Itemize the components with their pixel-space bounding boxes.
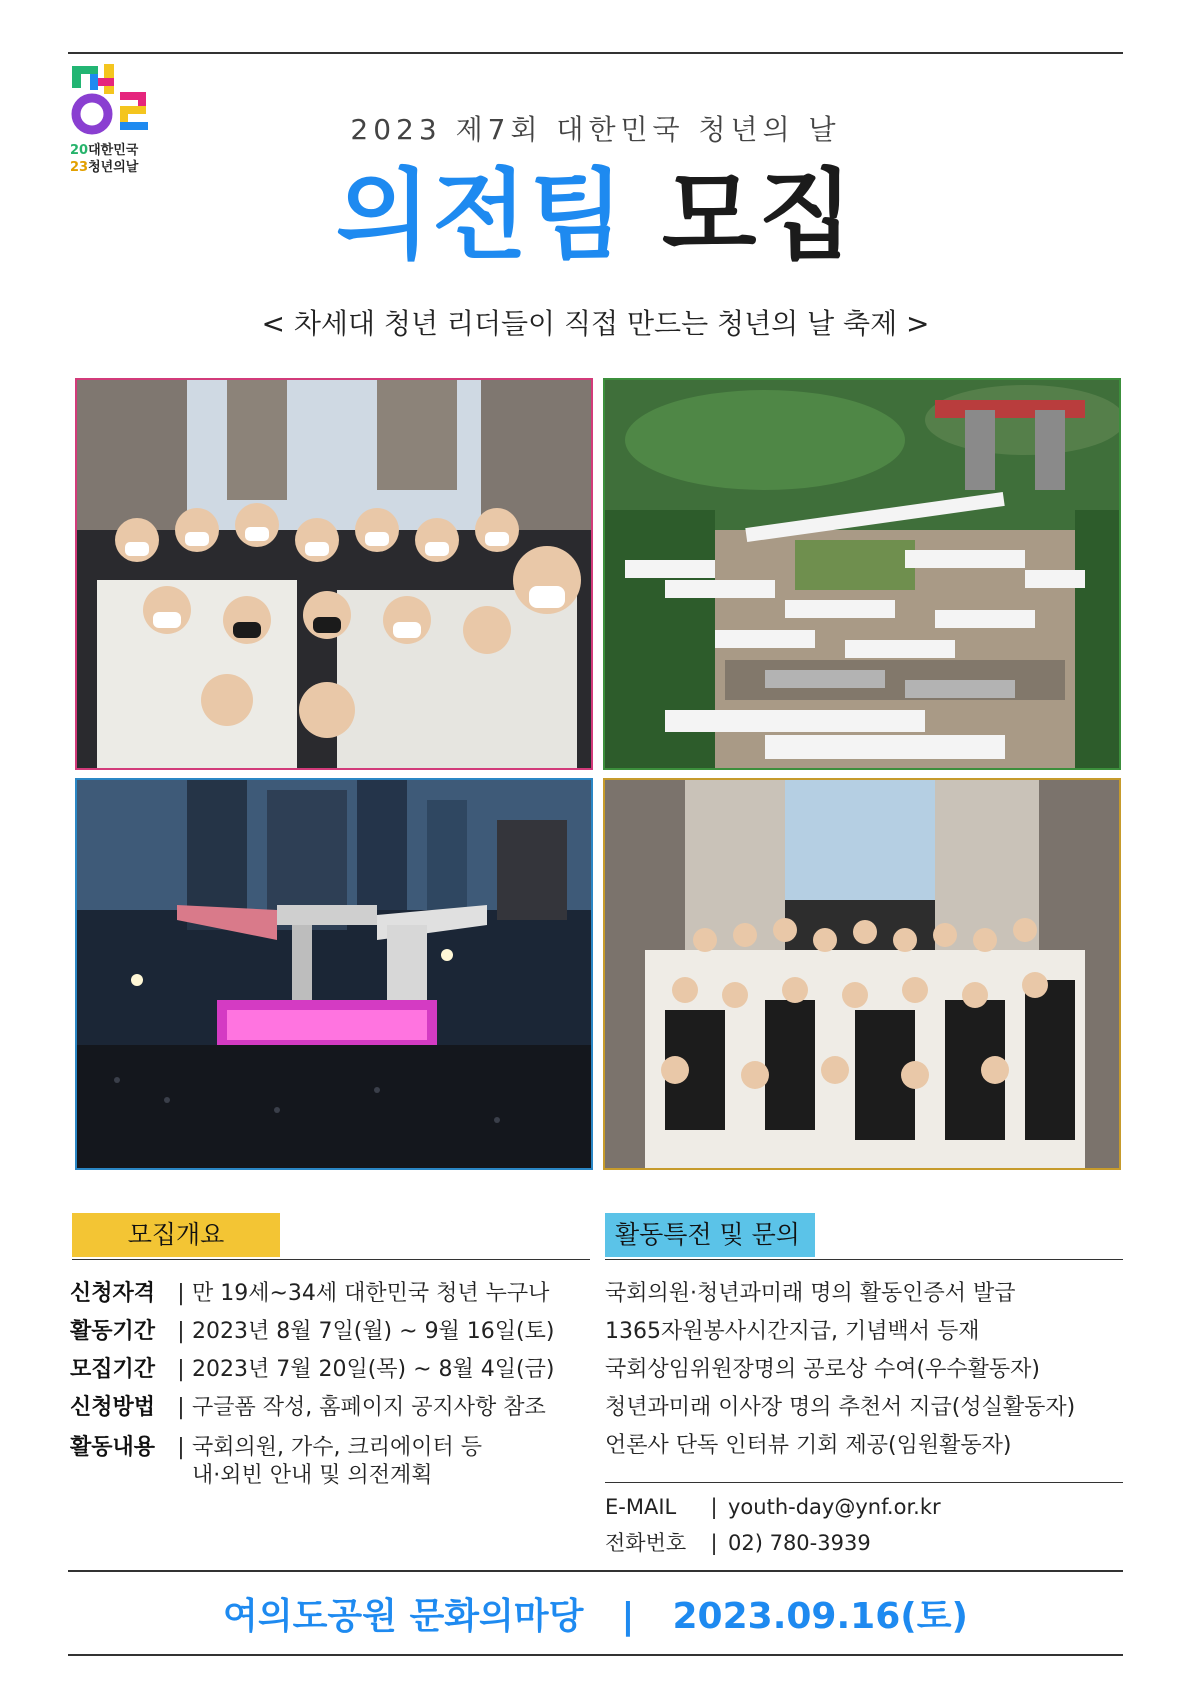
info-separator: |	[177, 1435, 185, 1460]
benefit-item: 1365자원봉사시간지급, 기념백서 등재	[605, 1319, 980, 1344]
info-value: 구글폼 작성, 홈페이지 공지사항 참조	[192, 1395, 546, 1420]
contact-separator: |	[710, 1531, 718, 1555]
photo-festival-aerial	[603, 378, 1121, 770]
photo-team-group	[603, 778, 1121, 1170]
info-separator: |	[177, 1319, 185, 1344]
info-value-line2: 내·외빈 안내 및 의전계획	[192, 1463, 433, 1488]
logo-year-top: 20	[70, 143, 89, 158]
logo-line1: 대한민국	[88, 143, 139, 158]
info-key: 신청자격	[70, 1281, 156, 1306]
footer-separator: |	[621, 1596, 635, 1637]
contact-phone-row	[605, 1527, 871, 1557]
title-dark: 모집	[661, 159, 856, 273]
info-key: 신청방법	[70, 1395, 156, 1420]
info-row-apply-method	[70, 1390, 546, 1426]
logo-line2: 청년의날	[88, 160, 139, 175]
info-value: 만 19세~34세 대한민국 청년 누구나	[192, 1281, 550, 1306]
top-rule	[68, 52, 1123, 54]
info-separator: |	[177, 1357, 185, 1382]
info-value: 2023년 8월 7일(월) ~ 9월 16일(토)	[192, 1319, 555, 1344]
benefit-item: 국회상임위원장명의 공로상 수여(우수활동자)	[605, 1357, 1040, 1382]
info-value: 2023년 7월 20일(목) ~ 8월 4일(금)	[192, 1357, 555, 1382]
photo-night-concert	[75, 778, 593, 1170]
info-separator: |	[177, 1395, 185, 1420]
footer-top-rule	[68, 1570, 1123, 1572]
photo-team-selfie	[75, 378, 593, 770]
info-row-activity-period	[70, 1314, 554, 1350]
info-value: 국회의원, 가수, 크리에이터 등	[192, 1435, 482, 1460]
footer-date: 2023.09.16(토)	[672, 1596, 968, 1637]
benefits-section-rule	[605, 1259, 1123, 1260]
info-key: 활동내용	[70, 1435, 156, 1460]
info-row-recruit-period	[70, 1352, 554, 1388]
contact-separator: |	[710, 1495, 718, 1519]
footer-venue: 여의도공원 문화의마당	[223, 1596, 584, 1637]
tagline: < 차세대 청년 리더들이 직접 만드는 청년의 날 축제 >	[261, 307, 930, 340]
recruit-section-rule	[72, 1259, 590, 1260]
footer-venue-date	[0, 1588, 1191, 1639]
info-separator: |	[177, 1281, 185, 1306]
page-title	[0, 158, 1191, 274]
info-key: 모집기간	[70, 1357, 156, 1382]
logo-year-bottom: 23	[70, 160, 89, 175]
benefits-section-label: 활동특전 및 문의	[605, 1213, 815, 1257]
info-row-eligibility	[70, 1276, 549, 1312]
bottom-rule	[68, 1654, 1123, 1656]
benefit-item: 언론사 단독 인터뷰 기회 제공(임원활동자)	[605, 1433, 1012, 1458]
email-link[interactable]: youth-day@ynf.or.kr	[728, 1495, 941, 1519]
event-subtitle: 2023 제7회 대한민국 청년의 날	[350, 113, 841, 146]
benefit-item: 국회의원·청년과미래 명의 활동인증서 발급	[605, 1281, 1016, 1306]
contact-email-row	[605, 1495, 941, 1519]
benefit-item: 청년과미래 이사장 명의 추천서 지급(성실활동자)	[605, 1395, 1076, 1420]
email-label: E-MAIL	[605, 1495, 677, 1519]
title-blue: 의전팀	[335, 159, 626, 273]
info-key: 활동기간	[70, 1319, 156, 1344]
recruit-section-label: 모집개요	[72, 1213, 280, 1257]
contact-rule	[605, 1482, 1123, 1483]
phone-number[interactable]: 02) 780-3939	[728, 1531, 871, 1555]
phone-label: 전화번호	[605, 1531, 687, 1555]
info-row-activity-content	[70, 1430, 482, 1490]
